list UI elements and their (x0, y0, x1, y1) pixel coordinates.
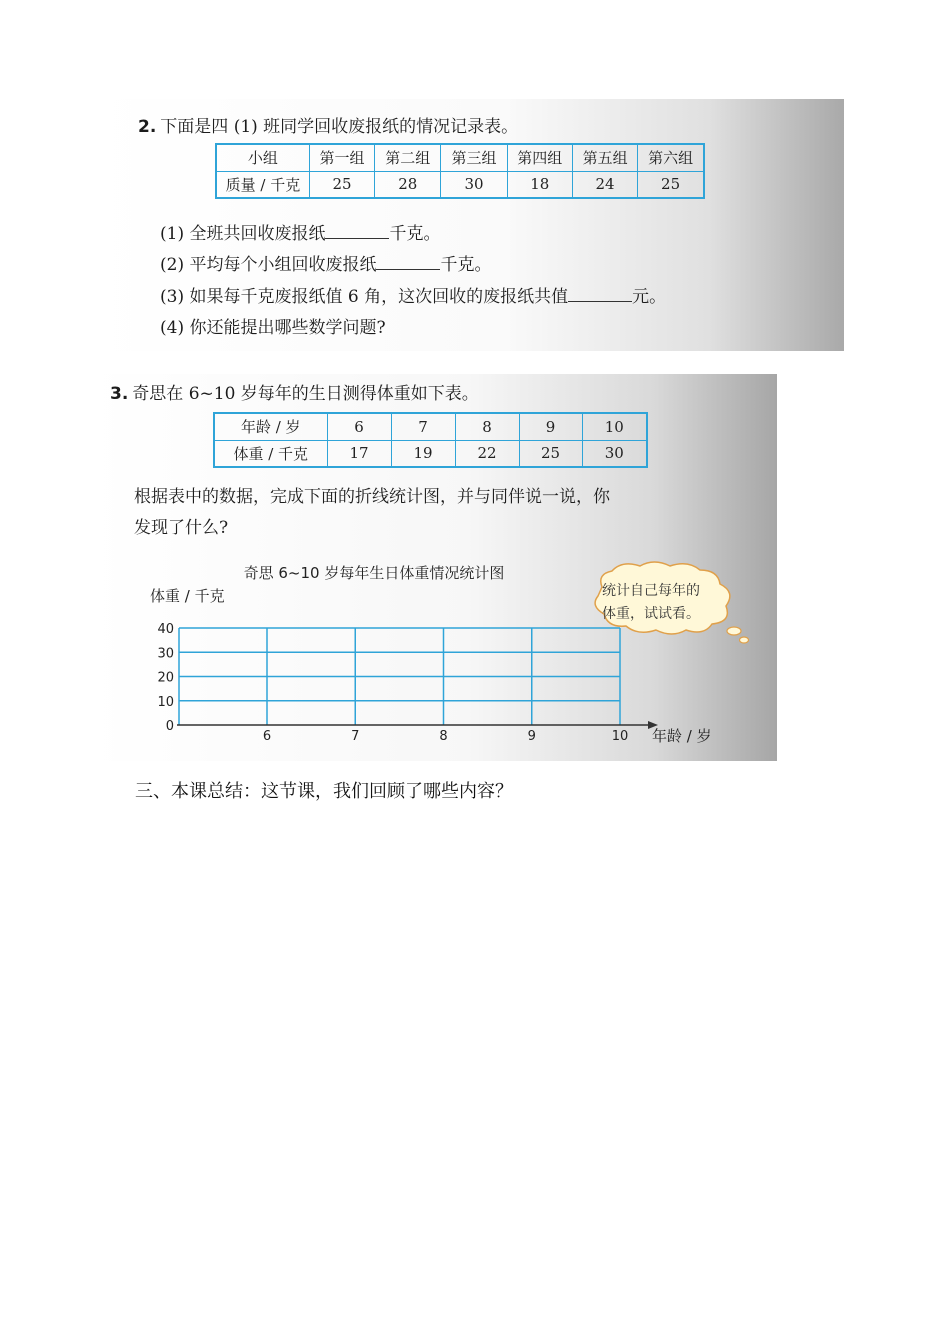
bubble-dot-icon (740, 637, 749, 643)
table-cell: 7 (391, 413, 455, 440)
table-cell: 9 (519, 413, 582, 440)
problem-2-title (138, 112, 518, 137)
bubble-text-line-1: 统计自己每年的 (602, 583, 700, 599)
problem-3-number: 3. (110, 384, 129, 404)
table-cell: 19 (391, 440, 455, 467)
table-cell: 小组 (216, 144, 309, 171)
y-tick-label: 10 (157, 694, 174, 710)
problem-2-number: 2. (138, 117, 157, 137)
problem-3-title-text: 奇思在 6~10 岁每年的生日测得体重如下表。 (132, 384, 479, 404)
table-row (216, 171, 704, 198)
chart-y-axis-label: 体重 / 千克 (150, 587, 225, 605)
x-tick-label: 10 (611, 729, 629, 744)
chart-title: 奇思 6~10 岁每年生日体重情况统计图 (243, 564, 505, 582)
table-cell: 第五组 (572, 144, 637, 171)
problem-2-panel (92, 99, 844, 351)
x-tick-label: 8 (439, 729, 448, 744)
chart-x-ticks (263, 729, 628, 744)
thought-bubble (595, 562, 748, 643)
answer-blank-3[interactable] (568, 287, 632, 302)
problem-3-panel (92, 374, 777, 761)
table-cell: 6 (327, 413, 391, 440)
table-cell: 25 (519, 440, 582, 467)
y-tick-label: 20 (157, 670, 174, 686)
problem-2-title-text: 下面是四 (1) 班同学回收废报纸的情况记录表。 (160, 117, 519, 137)
chart-x-axis-label: 年龄 / 岁 (652, 727, 712, 745)
table-cell: 第三组 (441, 144, 507, 171)
x-tick-label: 7 (351, 729, 360, 744)
chart-y-ticks (157, 622, 174, 734)
table-cell: 第二组 (375, 144, 441, 171)
bubble-text-line-2: 体重，试试看。 (602, 606, 700, 622)
table-cell: 30 (441, 171, 507, 198)
bubble-dot-icon (727, 627, 741, 635)
instruction-line-2: 发现了什么? (134, 518, 229, 538)
table-cell: 体重 / 千克 (214, 440, 327, 467)
table-cell: 质量 / 千克 (216, 171, 309, 198)
table-cell: 24 (572, 171, 637, 198)
chart-axes (177, 721, 658, 729)
table-cell: 17 (327, 440, 391, 467)
table-cell: 25 (309, 171, 374, 198)
question-3: (3) 如果每千克废报纸值 6 角，这次回收的废报纸共值 元。 (160, 287, 667, 307)
chart-grid (179, 628, 620, 725)
table-cell: 8 (455, 413, 519, 440)
question-2: (2) 平均每个小组回收废报纸 千克。 (160, 255, 492, 275)
x-tick-label: 6 (262, 729, 272, 744)
question-1: (1) 全班共回收废报纸 千克。 (160, 224, 441, 244)
y-tick-label: 30 (157, 646, 174, 662)
table-cell: 年龄 / 岁 (214, 413, 327, 440)
table-cell: 第四组 (507, 144, 572, 171)
table-cell: 第一组 (309, 144, 374, 171)
table-cell: 第六组 (638, 144, 704, 171)
lesson-summary: 三、本课总结：这节课，我们回顾了哪些内容？ (135, 781, 513, 802)
weight-line-chart (92, 374, 777, 761)
table-cell: 18 (507, 171, 572, 198)
table-cell: 25 (638, 171, 704, 198)
question-4: (4) 你还能提出哪些数学问题? (160, 318, 386, 338)
x-tick-label: 9 (527, 729, 536, 744)
instruction-line-1: 根据表中的数据，完成下面的折线统计图，并与同伴说一说，你 (134, 487, 610, 507)
answer-blank-2[interactable] (376, 255, 440, 270)
table-header-row (216, 144, 704, 171)
table-cell: 10 (582, 413, 647, 440)
answer-blank-1[interactable] (325, 224, 389, 239)
table-cell: 28 (375, 171, 441, 198)
y-tick-label: 0 (165, 719, 174, 734)
table-cell: 22 (455, 440, 519, 467)
y-tick-label: 40 (157, 622, 174, 637)
table-cell: 30 (582, 440, 647, 467)
newspaper-record-table (215, 143, 705, 199)
